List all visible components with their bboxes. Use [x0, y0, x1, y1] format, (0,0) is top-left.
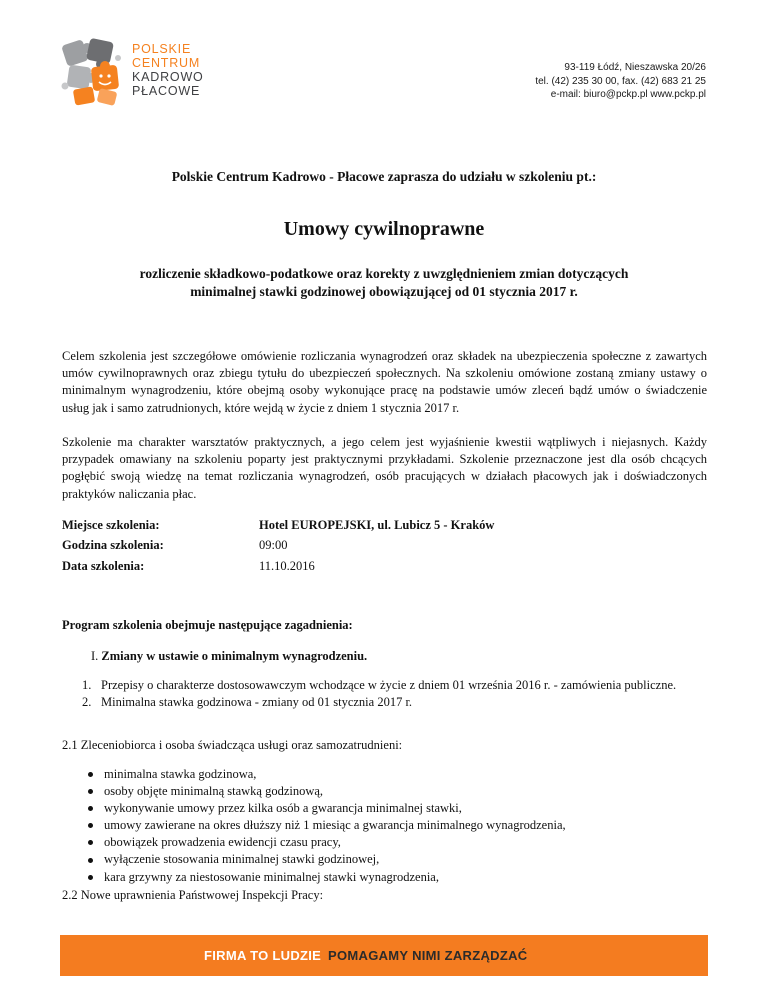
subtitle-line-2: minimalnej stawki godzinowej obowiązującej od 01 stycznia 2017 r.	[190, 284, 578, 299]
detail-row-time	[62, 536, 494, 557]
detail-row-date	[62, 556, 494, 577]
time-value: 09:00	[259, 538, 288, 553]
list-item-number: 1.	[82, 678, 92, 692]
logo-line-2: CENTRUM	[132, 56, 201, 70]
bullet-text: obowiązek prowadzenia ewidencji czasu pracy,	[104, 835, 341, 850]
training-subtitle	[90, 265, 678, 301]
date-label: Data szkolenia:	[62, 558, 145, 573]
training-title: Umowy cywilnoprawne	[283, 218, 485, 240]
list-item-text: Przepisy o charakterze dostosowawczym wchodzące w życie z dniem 01 września 2016 r. - zamówienia publiczne.	[101, 678, 677, 692]
footer-banner	[60, 935, 708, 976]
subsection-2-1: 2.1 Zleceniobiorca i osoba świadcząca usługi oraz samozatrudnieni:	[62, 738, 403, 752]
section-1-heading	[91, 649, 367, 664]
contact-address: 93-119 Łódź, Nieszawska 20/26	[564, 62, 706, 73]
footer-slogan-part-2: POMAGAMY NIMI ZARZĄDZAĆ	[328, 948, 528, 963]
bullet-item	[88, 783, 566, 800]
bullet-icon	[88, 840, 93, 845]
bullet-icon	[88, 806, 93, 811]
description-paragraph-2: Szkolenie ma charakter warsztatów praktycznych, a jego celem jest wyjaśnienie kwestii wątpliwych i niejasnych. Każdy przypadek omawiany na szkoleniu poparty jest praktycznymi przykładami. Szkolenie przeznaczone jest dla osób chcących pogłębić swoją wiedzę na temat rozliczania wynagrodzeń, osób pracujących w działach płacowych jak i doświadczonych praktyków naliczania płac.	[62, 435, 707, 501]
bullet-item	[88, 869, 566, 886]
date-value: 11.10.2016	[259, 558, 315, 573]
logo-line-1: POLSKIE	[132, 42, 192, 56]
bullet-text: minimalna stawka godzinowa,	[104, 767, 257, 781]
bullet-icon	[88, 875, 93, 880]
bullet-text: kara grzywny za niestosowanie minimalnej stawki wynagrodzenia,	[104, 869, 439, 884]
bullet-text: wyłączenie stosowania minimalnej stawki godzinowej,	[104, 852, 380, 867]
intro-text: Polskie Centrum Kadrowo - Płacowe zaprasza do udziału w szkoleniu pt.:	[171, 169, 597, 184]
bullet-icon	[88, 823, 93, 828]
place-value: Hotel EUROPEJSKI, ul. Lubicz 5 - Kraków	[259, 517, 495, 532]
bullet-item	[88, 766, 566, 783]
list-item	[82, 677, 682, 694]
logo-line-4: PŁACOWE	[132, 84, 201, 98]
puzzle-icon	[61, 38, 121, 106]
numbered-list	[82, 677, 682, 711]
contact-email-web[interactable]: e-mail: biuro@pckp.pl www.pckp.pl	[550, 89, 706, 100]
section-1-title: Zmiany w ustawie o minimalnym wynagrodzeniu.	[101, 649, 368, 663]
program-heading: Program szkolenia obejmuje następujące zagadnienia:	[62, 618, 353, 632]
logo-line-3: KADROWO	[132, 70, 204, 84]
bullet-item	[88, 800, 566, 817]
bullet-list	[88, 766, 566, 886]
logo-wordmark	[132, 42, 204, 98]
bullet-item	[88, 834, 566, 851]
section-1-number: I.	[91, 649, 99, 663]
bullet-text: umowy zawierane na okres dłuższy niż 1 miesiąc a gwarancja minimalnego wynagrodzenia,	[104, 818, 566, 833]
list-item-text: Minimalna stawka godzinowa - zmiany od 01 stycznia 2017 r.	[101, 695, 413, 709]
time-label: Godzina szkolenia:	[62, 538, 164, 553]
list-item	[82, 694, 682, 711]
training-details	[62, 515, 494, 577]
bullet-icon	[88, 772, 93, 777]
subsection-2-2: 2.2 Nowe uprawnienia Państwowej Inspekcji Pracy:	[62, 888, 324, 902]
description-paragraph-1: Celem szkolenia jest szczegółowe omówienie rozliczania wynagrodzeń oraz składek na ubezpieczenia społeczne z zawartych umów cywilnoprawnych oraz zbiegu tytułu do ubezpieczeń społecznych. Na szkoleniu omówione zostaną zmiany ustawy o minimalnym wynagrodzeniu, które obejmą osoby wykonujące pracę na podstawie umów zleceń bądź umów o świadczenie usług jak i samo zatrudnionych, które wejdą w życie z dniem 1 stycznia 2017 r.	[62, 349, 707, 415]
bullet-item	[88, 851, 566, 868]
footer-slogan-part-1: FIRMA TO LUDZIE	[204, 948, 322, 963]
bullet-item	[88, 817, 566, 834]
contact-info	[535, 61, 706, 102]
list-item-number: 2.	[82, 695, 92, 709]
detail-row-place	[62, 515, 494, 536]
contact-phone: tel. (42) 235 30 00, fax. (42) 683 21 25	[535, 75, 706, 87]
bullet-text: wykonywanie umowy przez kilka osób a gwarancja minimalnej stawki,	[104, 801, 462, 816]
bullet-icon	[88, 858, 93, 863]
subtitle-line-1: rozliczenie składkowo-podatkowe oraz korekty z uwzględnieniem zmian dotyczących	[139, 266, 629, 281]
bullet-text: osoby objęte minimalną stawką godzinową,	[104, 784, 324, 799]
place-label: Miejsce szkolenia:	[62, 517, 160, 532]
bullet-icon	[88, 789, 93, 794]
